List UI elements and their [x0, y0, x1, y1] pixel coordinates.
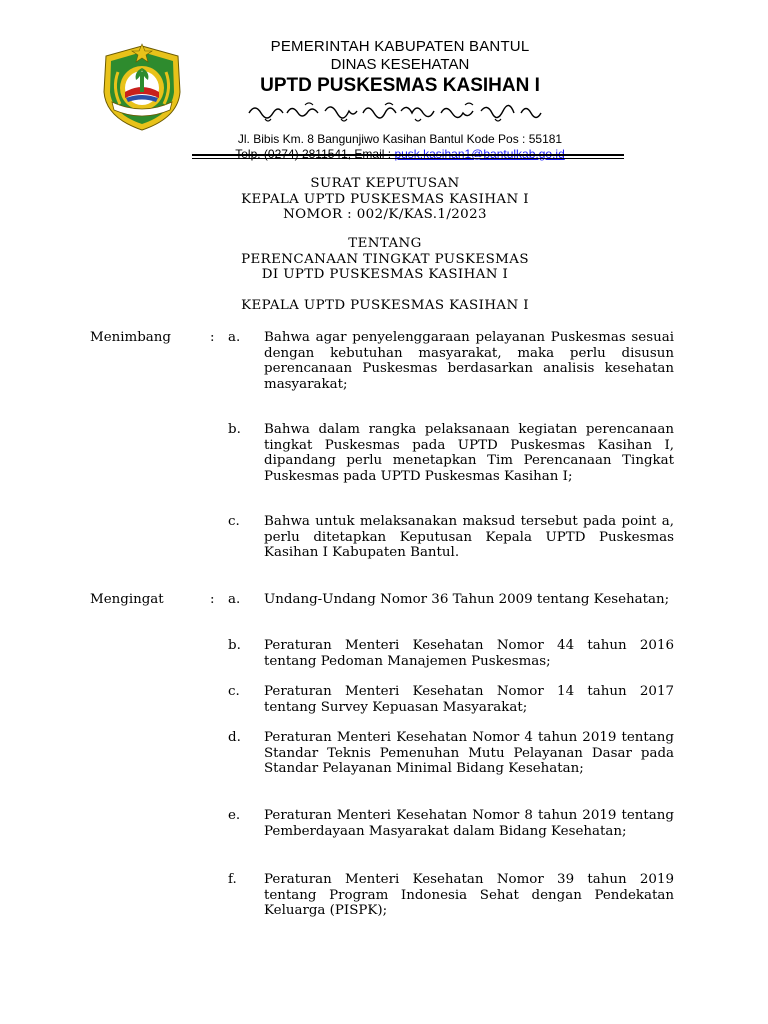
address: Jl. Bibis Km. 8 Bangunjiwo Kasihan Bantul Kode Pos : 55181	[237, 132, 563, 146]
item-letter: f.	[228, 872, 237, 887]
official-heading	[150, 298, 620, 314]
official-title: KEPALA UPTD PUSKESMAS KASIHAN I	[241, 298, 529, 313]
item-letter: a.	[228, 330, 241, 345]
item-text: Bahwa dalam rangka pelaksanaan kegiatan perencanaan tingkat Puskesmas pada UPTD Puskesmas Kasihan I, dipandang perlu menetapkan Tim Perencanaan Tingkat Puskesmas pada UPTD Puskesmas Kasihan I;	[264, 422, 674, 484]
item-letter: d.	[228, 730, 241, 745]
bantul-regency-emblem-icon	[98, 42, 186, 134]
subject-heading: TENTANG	[348, 236, 422, 251]
item-text: Undang-Undang Nomor 36 Tahun 2009 tentang Kesehatan;	[264, 592, 670, 607]
decree-type: SURAT KEPUTUSAN	[310, 176, 460, 191]
javanese-script-icon	[245, 99, 555, 125]
item-text: Peraturan Menteri Kesehatan Nomor 44 tahun 2016 tentang Pedoman Manajemen Puskesmas;	[264, 638, 674, 669]
section-colon: :	[210, 592, 215, 607]
subject-line-1: PERENCANAAN TINGKAT PUSKESMAS	[241, 251, 529, 267]
letterhead-text	[200, 38, 600, 162]
item-text: Bahwa agar penyelenggaraan pelayanan Puskesmas sesuai dengan kebutuhan masyarakat, maka perlu disusun perencanaan Puskesmas berdasarkan analisis kesehatan masyarakat;	[264, 330, 674, 392]
decree-number: NOMOR : 002/K/KAS.1/2023	[283, 207, 487, 223]
item-letter: b.	[228, 422, 241, 437]
government-name: PEMERINTAH KABUPATEN BANTUL	[270, 38, 530, 55]
institution-name: UPTD PUSKESMAS KASIHAN I	[260, 75, 540, 96]
letterhead-rule-thin	[192, 158, 624, 159]
menimbang-section	[90, 330, 674, 580]
mengingat-section	[90, 592, 674, 932]
item-text: Peraturan Menteri Kesehatan Nomor 4 tahun 2019 tentang Standar Teknis Pemenuhan Mutu Pelayanan Dasar pada Standar Pelayanan Minimal Bidang Kesehatan;	[264, 730, 674, 777]
letterhead	[0, 0, 768, 160]
item-text: Bahwa untuk melaksanakan maksud tersebut pada point a, perlu ditetapkan Keputusan Kepala UPTD Puskesmas Kasihan I Kabupaten Bantul.	[264, 514, 674, 561]
section-colon: :	[210, 330, 215, 345]
decree-issuer: KEPALA UPTD PUSKESMAS KASIHAN I	[241, 191, 529, 207]
item-letter: a.	[228, 592, 241, 607]
section-label: Menimbang	[90, 330, 171, 345]
item-text: Peraturan Menteri Kesehatan Nomor 39 tahun 2019 tentang Program Indonesia Sehat dengan Pendekatan Keluarga (PISPK);	[264, 872, 674, 919]
item-text: Peraturan Menteri Kesehatan Nomor 14 tahun 2017 tentang Survey Kepuasan Masyarakat;	[264, 684, 674, 715]
item-letter: b.	[228, 638, 241, 653]
department-name: DINAS KESEHATAN	[330, 56, 470, 73]
item-text: Peraturan Menteri Kesehatan Nomor 8 tahun 2019 tentang Pemberdayaan Masyarakat dalam Bidang Kesehatan;	[264, 808, 674, 839]
item-letter: c.	[228, 514, 240, 529]
subject-line-2: DI UPTD PUSKESMAS KASIHAN I	[261, 267, 509, 283]
item-letter: c.	[228, 684, 240, 699]
section-label: Mengingat	[90, 592, 164, 607]
decree-title	[150, 176, 620, 223]
decree-subject	[150, 236, 620, 283]
letterhead-rule-thick	[192, 154, 624, 156]
item-letter: e.	[228, 808, 241, 823]
